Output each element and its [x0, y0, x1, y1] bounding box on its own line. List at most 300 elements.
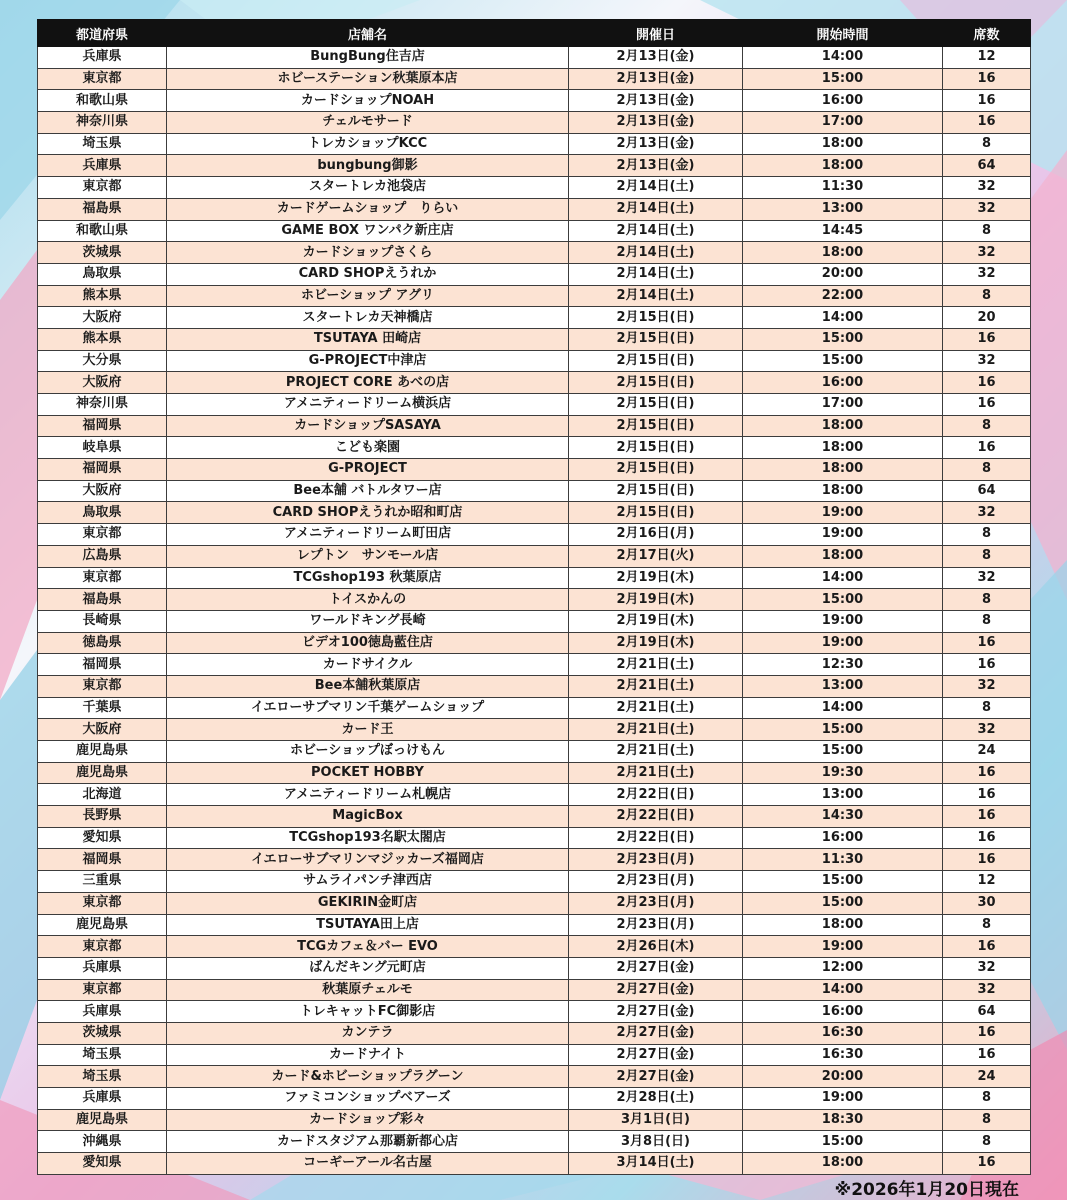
- prefecture-cell: 三重県: [38, 871, 167, 893]
- prefecture-cell: 福岡県: [38, 415, 167, 437]
- start-time-cell: 16:00: [743, 372, 943, 394]
- prefecture-cell: 兵庫県: [38, 1001, 167, 1023]
- start-time-cell: 19:00: [743, 936, 943, 958]
- start-time-cell: 14:00: [743, 307, 943, 329]
- event-date-cell: 2月13日(金): [569, 112, 743, 134]
- store-name-cell: カード王: [167, 719, 569, 741]
- table-row: [38, 1066, 1031, 1088]
- seats-cell: 16: [943, 632, 1031, 654]
- event-date-cell: 2月23日(月): [569, 892, 743, 914]
- event-date-cell: 2月27日(金): [569, 1022, 743, 1044]
- prefecture-cell: 長野県: [38, 806, 167, 828]
- seats-cell: 16: [943, 1044, 1031, 1066]
- store-name-cell: Bee本舗秋葉原店: [167, 675, 569, 697]
- event-date-cell: 2月19日(木): [569, 567, 743, 589]
- table-row: [38, 784, 1031, 806]
- table-row: [38, 415, 1031, 437]
- seats-cell: 32: [943, 675, 1031, 697]
- prefecture-cell: 東京都: [38, 979, 167, 1001]
- start-time-cell: 13:00: [743, 675, 943, 697]
- start-time-cell: 19:00: [743, 610, 943, 632]
- store-name-cell: トイスかんの: [167, 589, 569, 611]
- prefecture-cell: 東京都: [38, 892, 167, 914]
- store-name-cell: アメニティードリーム札幌店: [167, 784, 569, 806]
- event-schedule-table: [37, 19, 1031, 1175]
- event-date-cell: 2月15日(日): [569, 415, 743, 437]
- event-date-cell: 2月14日(土): [569, 198, 743, 220]
- table-row: [38, 632, 1031, 654]
- store-name-cell: ホビーショップぼっけもん: [167, 741, 569, 763]
- prefecture-cell: 鹿児島県: [38, 914, 167, 936]
- prefecture-cell: 和歌山県: [38, 220, 167, 242]
- start-time-cell: 15:00: [743, 589, 943, 611]
- store-name-cell: イエローサブマリンマジッカーズ福岡店: [167, 849, 569, 871]
- prefecture-cell: 東京都: [38, 675, 167, 697]
- event-date-cell: 2月15日(日): [569, 350, 743, 372]
- event-date-cell: 2月27日(金): [569, 1066, 743, 1088]
- store-name-cell: ホビーショップ アグリ: [167, 285, 569, 307]
- seats-cell: 8: [943, 914, 1031, 936]
- prefecture-cell: 大阪府: [38, 372, 167, 394]
- event-date-cell: 2月14日(土): [569, 220, 743, 242]
- start-time-cell: 18:00: [743, 459, 943, 481]
- table-row: [38, 307, 1031, 329]
- seats-cell: 32: [943, 979, 1031, 1001]
- start-time-cell: 20:00: [743, 1066, 943, 1088]
- event-date-cell: 2月14日(土): [569, 263, 743, 285]
- store-name-cell: MagicBox: [167, 806, 569, 828]
- prefecture-cell: 神奈川県: [38, 394, 167, 416]
- event-date-cell: 2月26日(木): [569, 936, 743, 958]
- table-row: [38, 979, 1031, 1001]
- store-name-cell: レプトン サンモール店: [167, 545, 569, 567]
- table-row: [38, 762, 1031, 784]
- event-date-cell: 2月15日(日): [569, 437, 743, 459]
- table-row: [38, 741, 1031, 763]
- prefecture-cell: 鳥取県: [38, 502, 167, 524]
- seats-cell: 32: [943, 502, 1031, 524]
- start-time-cell: 18:00: [743, 1153, 943, 1175]
- seats-cell: 8: [943, 459, 1031, 481]
- event-date-cell: 2月13日(金): [569, 133, 743, 155]
- header-start-time: 開始時間: [743, 20, 943, 47]
- seats-cell: 8: [943, 697, 1031, 719]
- start-time-cell: 15:00: [743, 350, 943, 372]
- prefecture-cell: 神奈川県: [38, 112, 167, 134]
- store-name-cell: アメニティードリーム横浜店: [167, 394, 569, 416]
- event-date-cell: 2月14日(土): [569, 285, 743, 307]
- start-time-cell: 20:00: [743, 263, 943, 285]
- seats-cell: 30: [943, 892, 1031, 914]
- event-date-cell: 2月22日(日): [569, 784, 743, 806]
- table-row: [38, 892, 1031, 914]
- table-row: [38, 328, 1031, 350]
- table-row: [38, 524, 1031, 546]
- table-row: [38, 871, 1031, 893]
- seats-cell: 64: [943, 1001, 1031, 1023]
- start-time-cell: 12:30: [743, 654, 943, 676]
- start-time-cell: 19:30: [743, 762, 943, 784]
- prefecture-cell: 岐阜県: [38, 437, 167, 459]
- table-row: [38, 90, 1031, 112]
- event-date-cell: 2月19日(木): [569, 589, 743, 611]
- table-row: [38, 1001, 1031, 1023]
- event-date-cell: 2月14日(土): [569, 177, 743, 199]
- seats-cell: 64: [943, 155, 1031, 177]
- table-row: [38, 502, 1031, 524]
- start-time-cell: 18:00: [743, 914, 943, 936]
- prefecture-cell: 兵庫県: [38, 1088, 167, 1110]
- event-date-cell: 2月21日(土): [569, 697, 743, 719]
- start-time-cell: 14:00: [743, 567, 943, 589]
- store-name-cell: カンテラ: [167, 1022, 569, 1044]
- table-row: [38, 177, 1031, 199]
- store-name-cell: Bee本舗 バトルタワー店: [167, 480, 569, 502]
- table-row: [38, 68, 1031, 90]
- event-date-cell: 2月27日(金): [569, 1001, 743, 1023]
- header-prefecture: 都道府県: [38, 20, 167, 47]
- store-name-cell: G-PROJECT中津店: [167, 350, 569, 372]
- start-time-cell: 15:00: [743, 719, 943, 741]
- store-name-cell: G-PROJECT: [167, 459, 569, 481]
- start-time-cell: 15:00: [743, 741, 943, 763]
- seats-cell: 16: [943, 1153, 1031, 1175]
- seats-cell: 32: [943, 567, 1031, 589]
- header-store-name: 店舗名: [167, 20, 569, 47]
- prefecture-cell: 愛知県: [38, 827, 167, 849]
- store-name-cell: ビデオ100徳島藍住店: [167, 632, 569, 654]
- table-row: [38, 545, 1031, 567]
- prefecture-cell: 和歌山県: [38, 90, 167, 112]
- seats-cell: 8: [943, 1109, 1031, 1131]
- prefecture-cell: 広島県: [38, 545, 167, 567]
- as-of-date-note: ※2026年1月20日現在: [834, 1180, 1019, 1200]
- prefecture-cell: 熊本県: [38, 285, 167, 307]
- table-row: [38, 1088, 1031, 1110]
- seats-cell: 16: [943, 328, 1031, 350]
- seats-cell: 8: [943, 133, 1031, 155]
- table-header-row: [38, 20, 1031, 47]
- prefecture-cell: 福岡県: [38, 459, 167, 481]
- event-date-cell: 2月21日(土): [569, 675, 743, 697]
- prefecture-cell: 埼玉県: [38, 133, 167, 155]
- event-date-cell: 2月22日(日): [569, 806, 743, 828]
- prefecture-cell: 茨城県: [38, 1022, 167, 1044]
- event-date-cell: 2月22日(日): [569, 827, 743, 849]
- prefecture-cell: 福岡県: [38, 654, 167, 676]
- prefecture-cell: 埼玉県: [38, 1066, 167, 1088]
- event-date-cell: 2月27日(金): [569, 1044, 743, 1066]
- event-date-cell: 2月15日(日): [569, 328, 743, 350]
- store-name-cell: トレキャットFC御影店: [167, 1001, 569, 1023]
- store-name-cell: ファミコンショップベアーズ: [167, 1088, 569, 1110]
- seats-cell: 16: [943, 112, 1031, 134]
- table-row: [38, 459, 1031, 481]
- seats-cell: 16: [943, 784, 1031, 806]
- table-row: [38, 350, 1031, 372]
- prefecture-cell: 長崎県: [38, 610, 167, 632]
- event-date-cell: 2月27日(金): [569, 979, 743, 1001]
- table-row: [38, 654, 1031, 676]
- store-name-cell: スタートレカ池袋店: [167, 177, 569, 199]
- table-row: [38, 1109, 1031, 1131]
- table-row: [38, 827, 1031, 849]
- prefecture-cell: 福島県: [38, 198, 167, 220]
- start-time-cell: 19:00: [743, 502, 943, 524]
- seats-cell: 16: [943, 849, 1031, 871]
- seats-cell: 16: [943, 654, 1031, 676]
- event-date-cell: 2月21日(土): [569, 654, 743, 676]
- start-time-cell: 14:00: [743, 47, 943, 69]
- seats-cell: 24: [943, 1066, 1031, 1088]
- store-name-cell: カードサイクル: [167, 654, 569, 676]
- store-name-cell: ワールドキング長崎: [167, 610, 569, 632]
- event-date-cell: 3月14日(土): [569, 1153, 743, 1175]
- table-row: [38, 610, 1031, 632]
- event-date-cell: 2月23日(月): [569, 914, 743, 936]
- seats-cell: 32: [943, 198, 1031, 220]
- event-date-cell: 2月16日(月): [569, 524, 743, 546]
- table-row: [38, 719, 1031, 741]
- table-row: [38, 567, 1031, 589]
- start-time-cell: 14:00: [743, 697, 943, 719]
- seats-cell: 8: [943, 1088, 1031, 1110]
- prefecture-cell: 大阪府: [38, 480, 167, 502]
- table-row: [38, 155, 1031, 177]
- store-name-cell: TSUTAYA 田崎店: [167, 328, 569, 350]
- start-time-cell: 19:00: [743, 1088, 943, 1110]
- start-time-cell: 16:30: [743, 1044, 943, 1066]
- store-name-cell: イエローサブマリン千葉ゲームショップ: [167, 697, 569, 719]
- seats-cell: 24: [943, 741, 1031, 763]
- prefecture-cell: 兵庫県: [38, 47, 167, 69]
- event-date-cell: 2月13日(金): [569, 155, 743, 177]
- event-date-cell: 2月23日(月): [569, 871, 743, 893]
- event-date-cell: 2月15日(日): [569, 372, 743, 394]
- start-time-cell: 17:00: [743, 394, 943, 416]
- start-time-cell: 18:00: [743, 415, 943, 437]
- store-name-cell: CARD SHOPえうれか: [167, 263, 569, 285]
- table-row: [38, 220, 1031, 242]
- store-name-cell: カードナイト: [167, 1044, 569, 1066]
- event-date-cell: 2月13日(金): [569, 90, 743, 112]
- table-row: [38, 1153, 1031, 1175]
- table-row: [38, 198, 1031, 220]
- start-time-cell: 19:00: [743, 524, 943, 546]
- seats-cell: 16: [943, 394, 1031, 416]
- start-time-cell: 16:00: [743, 90, 943, 112]
- store-name-cell: カードショップNOAH: [167, 90, 569, 112]
- prefecture-cell: 兵庫県: [38, 957, 167, 979]
- event-date-cell: 2月23日(月): [569, 849, 743, 871]
- table-row: [38, 394, 1031, 416]
- store-name-cell: 秋葉原チェルモ: [167, 979, 569, 1001]
- seats-cell: 64: [943, 480, 1031, 502]
- start-time-cell: 15:00: [743, 68, 943, 90]
- prefecture-cell: 東京都: [38, 936, 167, 958]
- table-row: [38, 480, 1031, 502]
- prefecture-cell: 東京都: [38, 68, 167, 90]
- store-name-cell: チェルモサード: [167, 112, 569, 134]
- seats-cell: 32: [943, 177, 1031, 199]
- prefecture-cell: 鹿児島県: [38, 741, 167, 763]
- event-date-cell: 2月14日(土): [569, 242, 743, 264]
- table-row: [38, 133, 1031, 155]
- table-row: [38, 936, 1031, 958]
- prefecture-cell: 東京都: [38, 567, 167, 589]
- store-name-cell: カード&ホビーショップラグーン: [167, 1066, 569, 1088]
- store-name-cell: カードショップ彩々: [167, 1109, 569, 1131]
- start-time-cell: 14:45: [743, 220, 943, 242]
- store-name-cell: TCGshop193 秋葉原店: [167, 567, 569, 589]
- event-date-cell: 2月13日(金): [569, 68, 743, 90]
- store-name-cell: TCGカフェ＆バー EVO: [167, 936, 569, 958]
- start-time-cell: 15:00: [743, 871, 943, 893]
- store-name-cell: カードゲームショップ りらい: [167, 198, 569, 220]
- prefecture-cell: 熊本県: [38, 328, 167, 350]
- event-date-cell: 2月19日(木): [569, 632, 743, 654]
- seats-cell: 16: [943, 762, 1031, 784]
- event-date-cell: 2月15日(日): [569, 459, 743, 481]
- prefecture-cell: 福島県: [38, 589, 167, 611]
- table-row: [38, 112, 1031, 134]
- table-row: [38, 372, 1031, 394]
- store-name-cell: カードショップSASAYA: [167, 415, 569, 437]
- seats-cell: 8: [943, 524, 1031, 546]
- prefecture-cell: 埼玉県: [38, 1044, 167, 1066]
- store-name-cell: アメニティードリーム町田店: [167, 524, 569, 546]
- store-name-cell: トレカショップKCC: [167, 133, 569, 155]
- table-row: [38, 242, 1031, 264]
- table-row: [38, 437, 1031, 459]
- store-name-cell: GEKIRIN金町店: [167, 892, 569, 914]
- seats-cell: 32: [943, 242, 1031, 264]
- store-name-cell: ホビーステーション秋葉原本店: [167, 68, 569, 90]
- prefecture-cell: 大阪府: [38, 307, 167, 329]
- start-time-cell: 22:00: [743, 285, 943, 307]
- prefecture-cell: 東京都: [38, 524, 167, 546]
- table-row: [38, 806, 1031, 828]
- table-row: [38, 914, 1031, 936]
- start-time-cell: 18:00: [743, 155, 943, 177]
- event-date-cell: 2月15日(日): [569, 307, 743, 329]
- seats-cell: 8: [943, 1131, 1031, 1153]
- prefecture-cell: 茨城県: [38, 242, 167, 264]
- start-time-cell: 18:00: [743, 545, 943, 567]
- table-row: [38, 285, 1031, 307]
- seats-cell: 16: [943, 90, 1031, 112]
- start-time-cell: 16:00: [743, 1001, 943, 1023]
- prefecture-cell: 徳島県: [38, 632, 167, 654]
- event-date-cell: 2月21日(土): [569, 762, 743, 784]
- prefecture-cell: 鹿児島県: [38, 762, 167, 784]
- start-time-cell: 18:30: [743, 1109, 943, 1131]
- prefecture-cell: 沖縄県: [38, 1131, 167, 1153]
- seats-cell: 8: [943, 415, 1031, 437]
- event-date-cell: 2月17日(火): [569, 545, 743, 567]
- prefecture-cell: 大阪府: [38, 719, 167, 741]
- store-name-cell: サムライパンチ津西店: [167, 871, 569, 893]
- prefecture-cell: 大分県: [38, 350, 167, 372]
- prefecture-cell: 鹿児島県: [38, 1109, 167, 1131]
- start-time-cell: 13:00: [743, 198, 943, 220]
- seats-cell: 16: [943, 936, 1031, 958]
- seats-cell: 16: [943, 372, 1031, 394]
- event-date-cell: 3月1日(日): [569, 1109, 743, 1131]
- table-row: [38, 589, 1031, 611]
- header-seats: 席数: [943, 20, 1031, 47]
- seats-cell: 16: [943, 68, 1031, 90]
- start-time-cell: 11:30: [743, 849, 943, 871]
- table-row: [38, 697, 1031, 719]
- table-row: [38, 957, 1031, 979]
- table-row: [38, 849, 1031, 871]
- store-name-cell: こども楽園: [167, 437, 569, 459]
- store-name-cell: スタートレカ天神橋店: [167, 307, 569, 329]
- start-time-cell: 18:00: [743, 133, 943, 155]
- store-name-cell: CARD SHOPえうれか昭和町店: [167, 502, 569, 524]
- prefecture-cell: 兵庫県: [38, 155, 167, 177]
- seats-cell: 12: [943, 47, 1031, 69]
- seats-cell: 16: [943, 806, 1031, 828]
- store-name-cell: TCGshop193名駅太閤店: [167, 827, 569, 849]
- header-event-date: 開催日: [569, 20, 743, 47]
- store-name-cell: POCKET HOBBY: [167, 762, 569, 784]
- start-time-cell: 14:00: [743, 979, 943, 1001]
- seats-cell: 12: [943, 871, 1031, 893]
- start-time-cell: 12:00: [743, 957, 943, 979]
- start-time-cell: 11:30: [743, 177, 943, 199]
- table-row: [38, 675, 1031, 697]
- prefecture-cell: 鳥取県: [38, 263, 167, 285]
- event-date-cell: 2月21日(土): [569, 719, 743, 741]
- event-date-cell: 2月15日(日): [569, 394, 743, 416]
- event-date-cell: 2月27日(金): [569, 957, 743, 979]
- table-row: [38, 1022, 1031, 1044]
- store-name-cell: bungbung御影: [167, 155, 569, 177]
- table-row: [38, 47, 1031, 69]
- store-name-cell: カードスタジアム那覇新都心店: [167, 1131, 569, 1153]
- start-time-cell: 17:00: [743, 112, 943, 134]
- start-time-cell: 18:00: [743, 242, 943, 264]
- table-row: [38, 1131, 1031, 1153]
- seats-cell: 32: [943, 719, 1031, 741]
- event-date-cell: 2月13日(金): [569, 47, 743, 69]
- seats-cell: 8: [943, 545, 1031, 567]
- start-time-cell: 16:00: [743, 827, 943, 849]
- prefecture-cell: 愛知県: [38, 1153, 167, 1175]
- event-date-cell: 2月28日(土): [569, 1088, 743, 1110]
- seats-cell: 32: [943, 350, 1031, 372]
- table-row: [38, 263, 1031, 285]
- seats-cell: 32: [943, 957, 1031, 979]
- start-time-cell: 13:00: [743, 784, 943, 806]
- store-name-cell: PROJECT CORE あべの店: [167, 372, 569, 394]
- prefecture-cell: 北海道: [38, 784, 167, 806]
- event-date-cell: 2月15日(日): [569, 502, 743, 524]
- start-time-cell: 18:00: [743, 480, 943, 502]
- start-time-cell: 15:00: [743, 892, 943, 914]
- event-date-cell: 2月19日(木): [569, 610, 743, 632]
- event-date-cell: 3月8日(日): [569, 1131, 743, 1153]
- store-name-cell: TSUTAYA田上店: [167, 914, 569, 936]
- store-name-cell: ばんだキング元町店: [167, 957, 569, 979]
- store-name-cell: GAME BOX ワンパク新庄店: [167, 220, 569, 242]
- seats-cell: 8: [943, 220, 1031, 242]
- seats-cell: 16: [943, 1022, 1031, 1044]
- prefecture-cell: 千葉県: [38, 697, 167, 719]
- seats-cell: 16: [943, 437, 1031, 459]
